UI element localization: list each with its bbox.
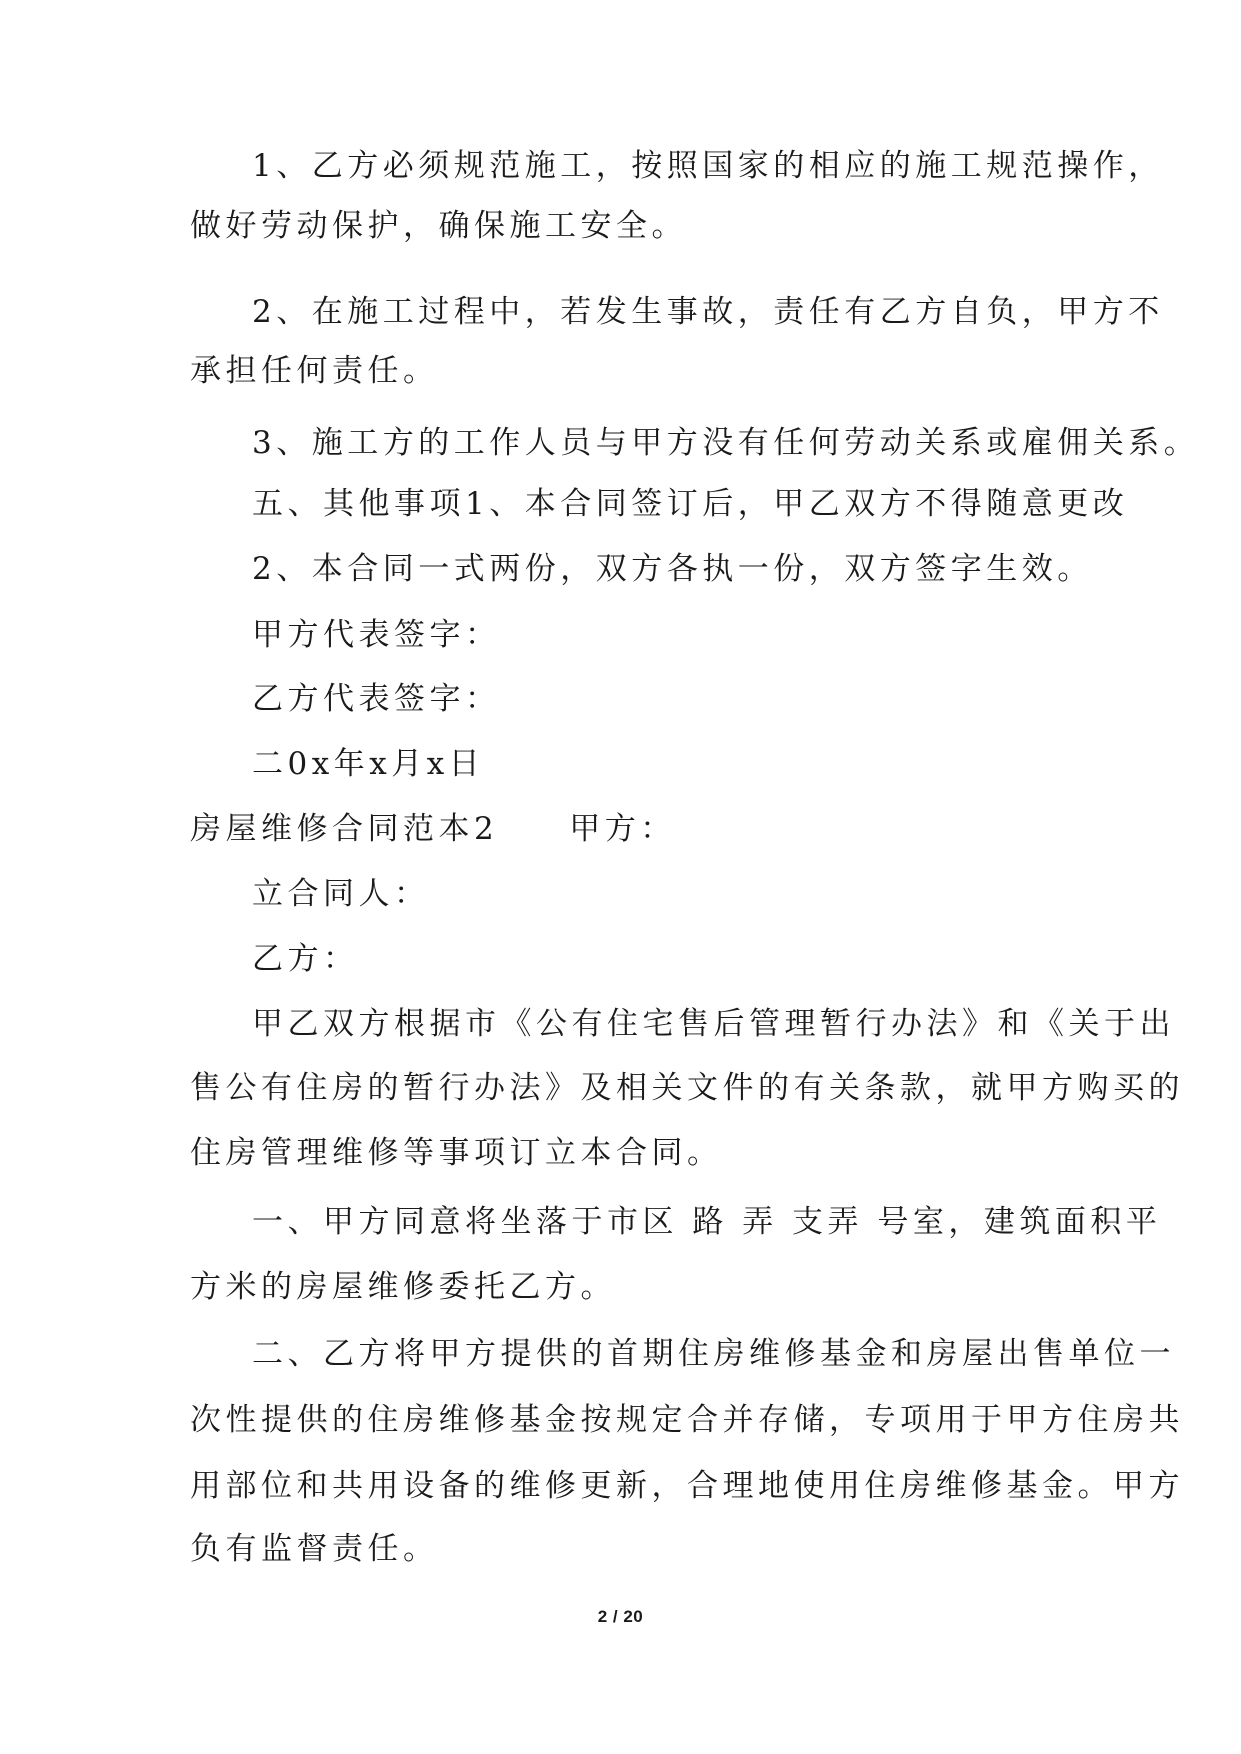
- paragraph-line: 乙方：: [252, 941, 359, 977]
- paragraph-line: 住房管理维修等事项订立本合同。: [190, 1135, 723, 1171]
- paragraph-line: 做好劳动保护，确保施工安全。: [190, 208, 687, 244]
- page-number: 2 / 20: [597, 1607, 644, 1626]
- signature-label-party-b: 乙方代表签字：: [252, 681, 501, 717]
- signature-label-party-a: 甲方代表签字：: [252, 617, 501, 653]
- paragraph-line: 承担任何责任。: [190, 353, 439, 389]
- paragraph-line: 方米的房屋维修委托乙方。: [190, 1269, 616, 1305]
- paragraph-line: 负有监督责任。: [190, 1531, 439, 1567]
- paragraph-line: 售公有住房的暂行办法》及相关文件的有关条款，就甲方购买的: [190, 1070, 1184, 1106]
- paragraph-line: 3、施工方的工作人员与甲方没有任何劳动关系或雇佣关系。: [252, 425, 1200, 461]
- paragraph-line: 甲乙双方根据市《公有住宅售后管理暂行办法》和《关于出: [252, 1006, 1175, 1042]
- paragraph-line: 一、甲方同意将坐落于市区 路 弄 支弄 号室，建筑面积平: [252, 1204, 1162, 1240]
- paragraph-line: 2、本合同一式两份，双方各执一份，双方签字生效。: [252, 551, 1093, 587]
- date-line: 二0x年x月x日: [252, 746, 485, 782]
- paragraph-line: 1、乙方必须规范施工，按照国家的相应的施工规范操作，: [252, 148, 1164, 184]
- paragraph-line: 立合同人：: [252, 876, 430, 912]
- paragraph-line: 二、乙方将甲方提供的首期住房维修基金和房屋出售单位一: [252, 1336, 1175, 1372]
- paragraph-line: 2、在施工过程中，若发生事故，责任有乙方自负，甲方不: [252, 294, 1164, 330]
- section-title: 房屋维修合同范本2 甲方：: [190, 811, 676, 847]
- paragraph-line: 五、其他事项1、本合同签订后，甲乙双方不得随意更改: [252, 486, 1129, 522]
- paragraph-line: 次性提供的住房维修基金按规定合并存储，专项用于甲方住房共: [190, 1402, 1184, 1438]
- paragraph-line: 用部位和共用设备的维修更新，合理地使用住房维修基金。甲方: [190, 1468, 1184, 1504]
